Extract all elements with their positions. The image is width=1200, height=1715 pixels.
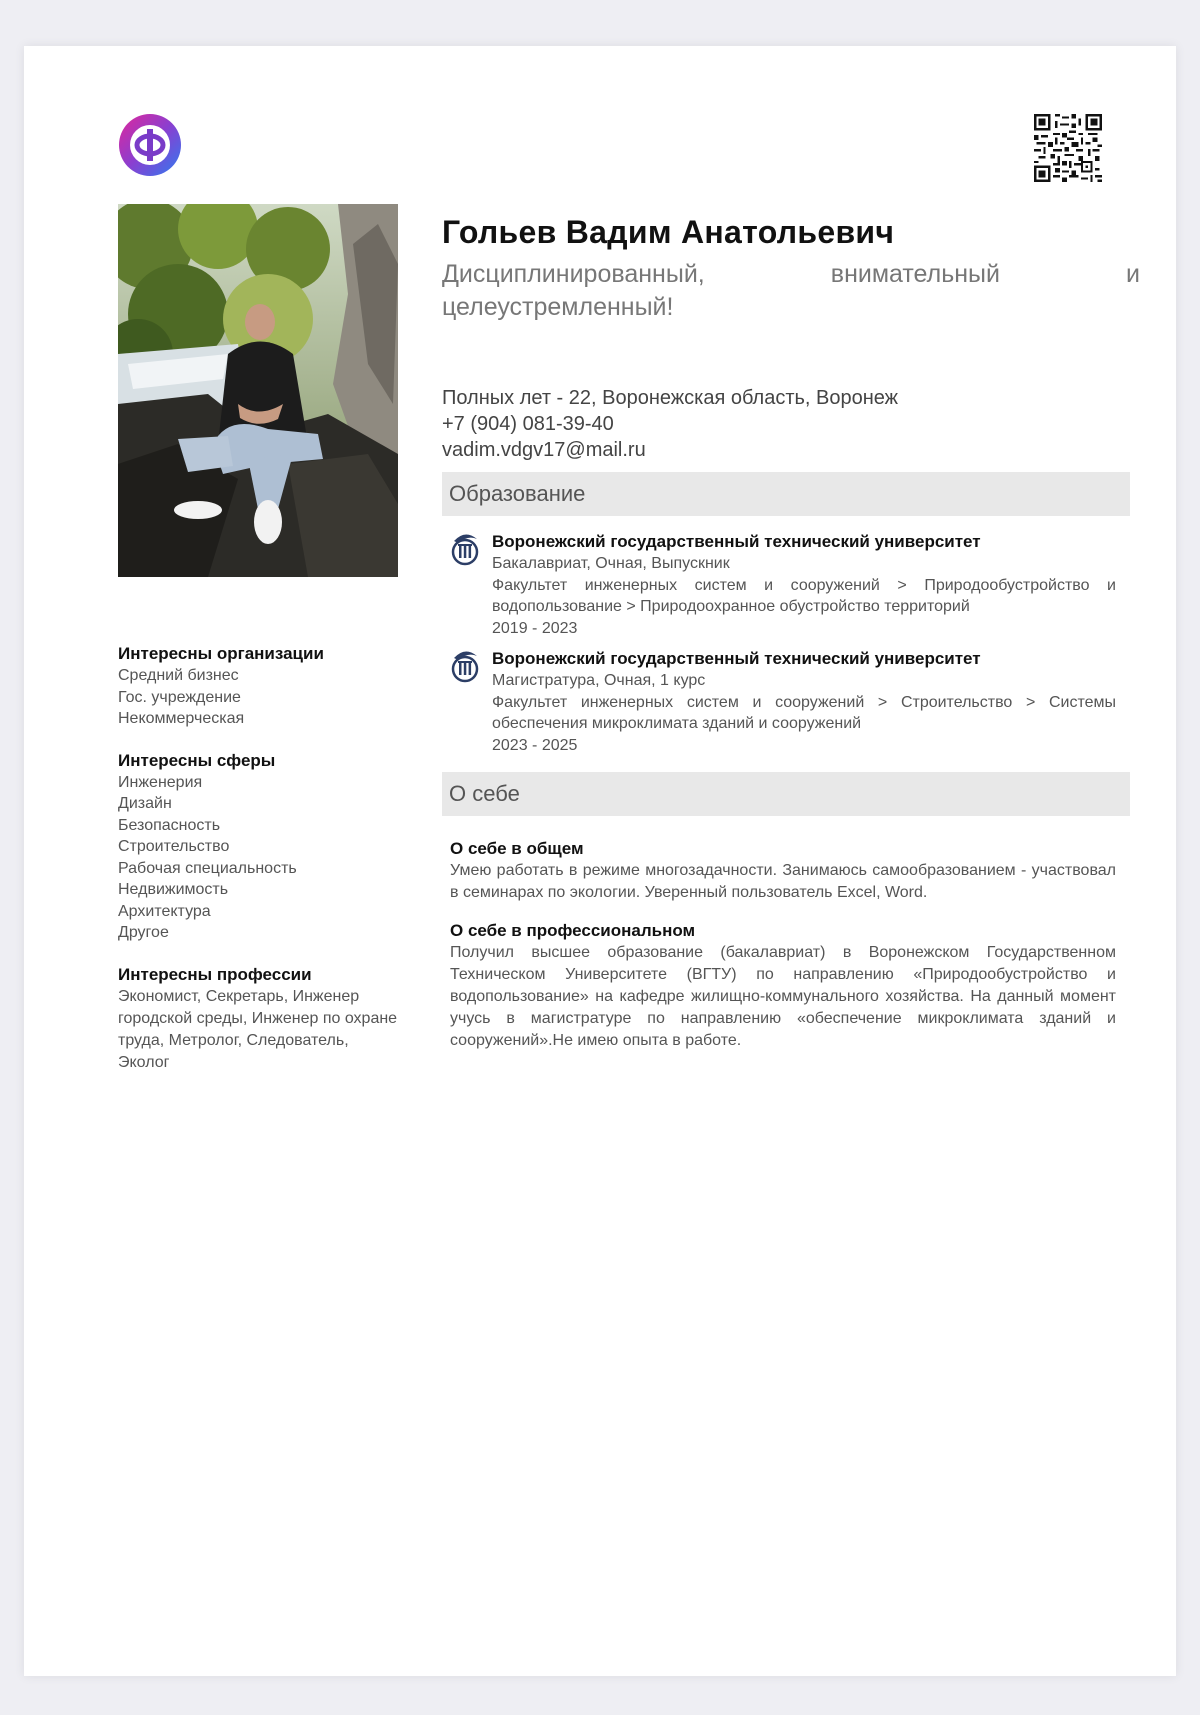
university-emblem-icon	[450, 531, 480, 567]
about-heading: О себе	[442, 772, 1130, 816]
education-institution: Воронежский государственный технический университет	[492, 649, 981, 668]
about-professional-text: Получил высшее образование (бакалавриат) в Воронежском Государственном Техническом Университете (ВГТУ) по направлению «Природообустройство и водопользование» на кафедре жилищно-коммунального хозяйства. На данный момент учусь в магистратуре по направлению «обеспечение микроклимата зданий и сооружений».Не имею опыта в работе.	[450, 944, 1116, 1049]
candidate-name: Гольев Вадим Анатольевич	[442, 214, 895, 250]
age-location: Полных лет - 22, Воронежская область, Воронеж	[442, 387, 899, 409]
about-professional	[450, 920, 1116, 1052]
interests-org-item: Некоммерческая	[118, 710, 245, 727]
profile-photo	[118, 204, 398, 577]
interests-sphere-item: Инженерия	[118, 773, 203, 791]
interests-spheres-section	[118, 750, 398, 944]
interests-sphere-item: Рабочая специальность	[118, 859, 297, 877]
education-details: Факультет инженерных систем и сооружений > Природообустройство и водопользование > Природоохранное обустройство территорий	[492, 576, 1116, 615]
education-level: Магистратура, Очная, 1 курс	[492, 672, 706, 689]
phone-number: +7 (904) 081-39-40	[442, 413, 614, 435]
email-link[interactable]: vadim.vdgv17@mail.ru	[442, 439, 646, 461]
interests-spheres-title: Интересны сферы	[118, 750, 276, 770]
interests-sphere-item: Безопасность	[118, 816, 221, 834]
interests-org-title: Интересны организации	[118, 644, 324, 663]
about-general-title: О себе в общем	[450, 839, 584, 858]
interests-org-item: Гос. учреждение	[118, 688, 241, 706]
about-general	[450, 838, 1116, 904]
candidate-tagline: Дисциплинированный, внимательный и целеустремленный!	[442, 260, 1140, 321]
interests-professions-title: Интересны профессии	[118, 964, 312, 984]
education-years: 2023 - 2025	[492, 736, 578, 754]
qr-code-icon	[1034, 114, 1102, 182]
interests-sphere-item: Дизайн	[118, 795, 172, 812]
education-institution: Воронежский государственный технический университет	[492, 532, 981, 551]
education-item	[442, 531, 1140, 639]
education-details: Факультет инженерных систем и сооружений > Строительство > Системы обеспечения микроклимата зданий и сооружений	[492, 693, 1116, 732]
university-emblem-icon	[450, 648, 480, 684]
interests-professions-section	[118, 964, 398, 1074]
education-item	[442, 648, 1140, 756]
interests-sphere-item: Недвижимость	[118, 881, 229, 898]
interests-column	[118, 643, 398, 1094]
interests-org-section	[118, 643, 398, 730]
resume-page	[24, 46, 1176, 1676]
education-years: 2019 - 2023	[492, 619, 578, 637]
education-level: Бакалавриат, Очная, Выпускник	[492, 555, 730, 572]
interests-sphere-item: Архитектура	[118, 902, 211, 920]
interests-professions-text: Экономист, Секретарь, Инженер городской среды, Инженер по охране труда, Метролог, Следователь, Эколог	[118, 987, 398, 1071]
interests-org-item: Средний бизнес	[118, 667, 239, 684]
interests-sphere-item: Строительство	[118, 838, 230, 855]
about-professional-title: О себе в профессиональном	[450, 921, 696, 940]
education-heading: Образование	[442, 472, 1130, 516]
interests-sphere-item: Другое	[118, 924, 169, 941]
about-general-text: Умею работать в режиме многозадачности. Занимаюсь самообразованием - участвовал в семинарах по экологии. Уверенный пользователь Excel, Word.	[450, 862, 1116, 901]
letter-f-logo-icon	[118, 113, 182, 177]
